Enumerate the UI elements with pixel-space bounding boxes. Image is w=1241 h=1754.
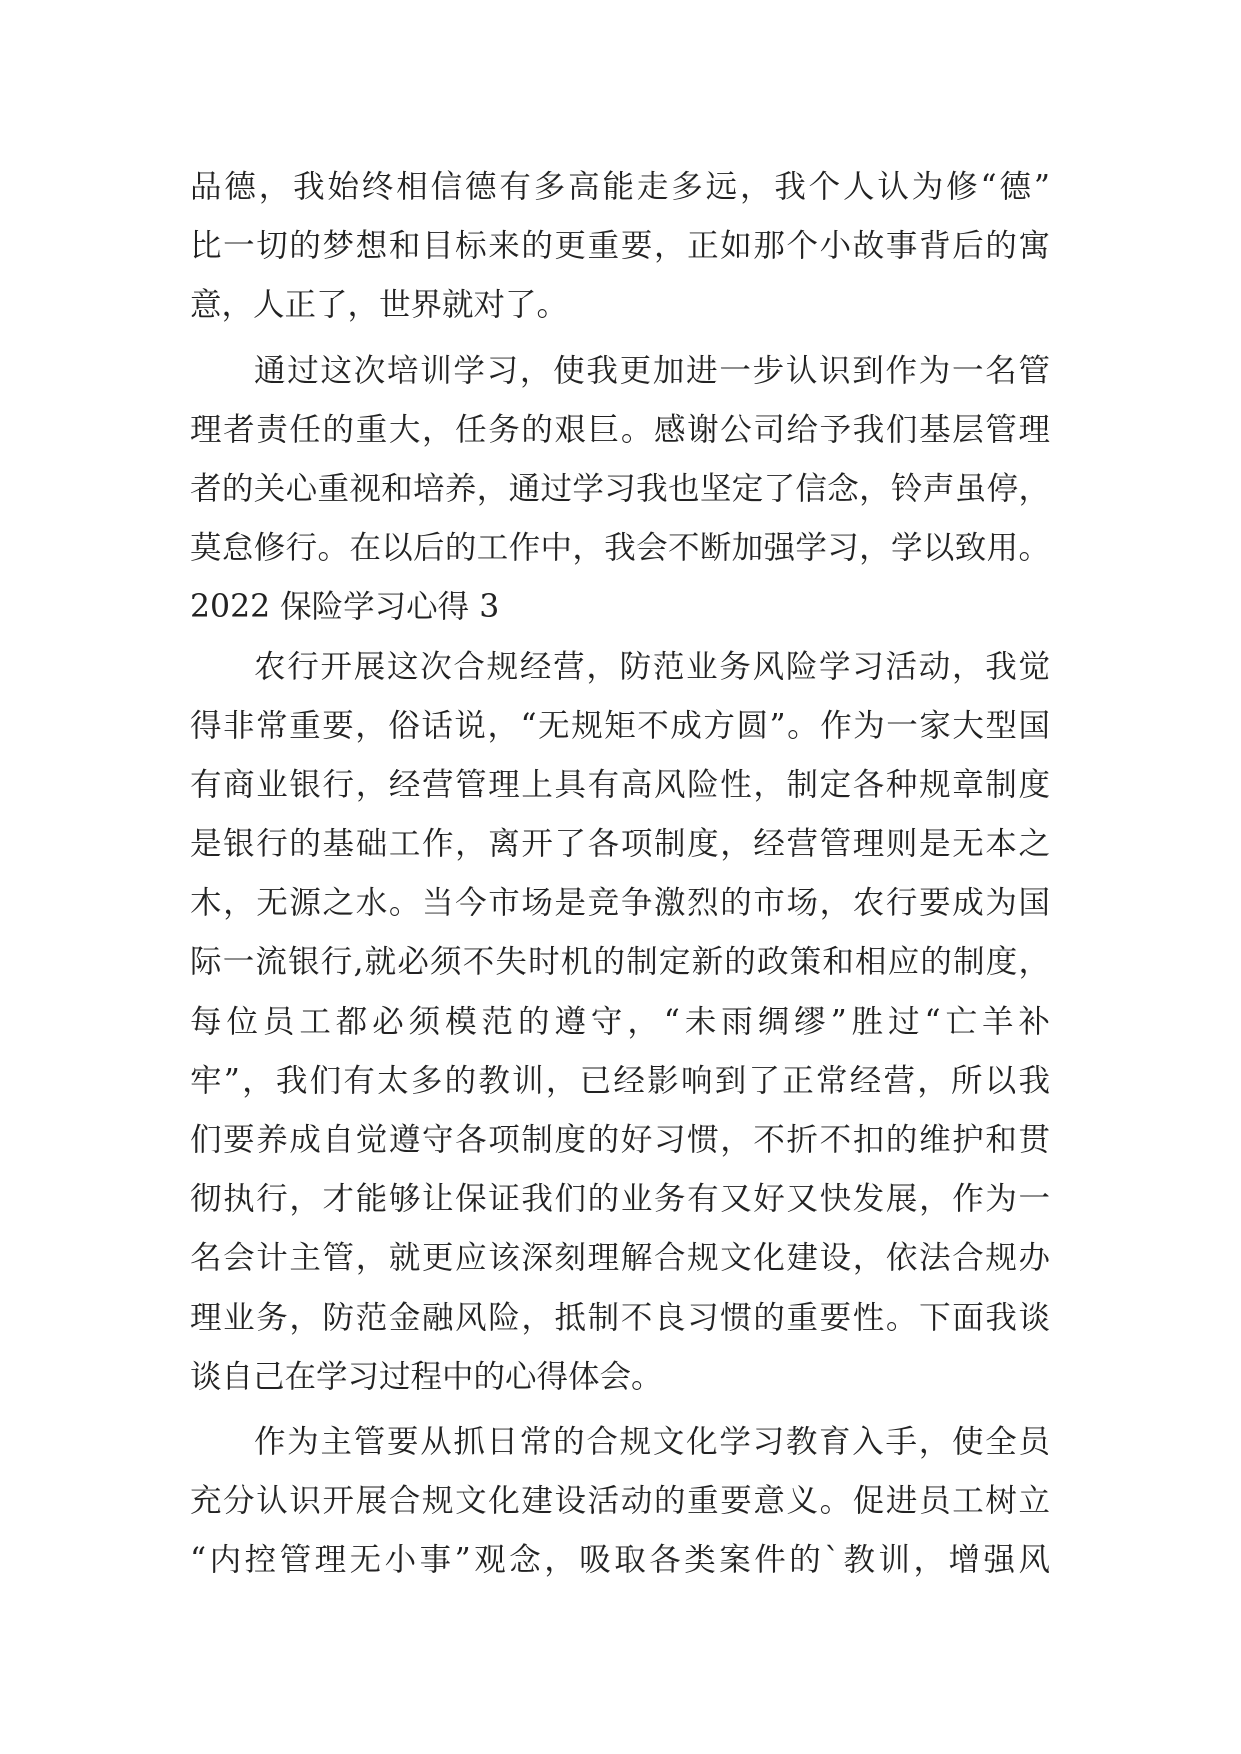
- paragraph-line: 通过这次培训学习，使我更加进一步认识到作为一名管: [254, 352, 1050, 389]
- paragraph-line: 者的关心重视和培养，通过学习我也坚定了信念，铃声虽停，: [190, 470, 1050, 507]
- paragraph-line: 谈自己在学习过程中的心得体会。: [190, 1358, 663, 1395]
- paragraph-2: [190, 342, 1050, 579]
- paragraph-line: 彻执行，才能够让保证我们的业务有又好又快发展，作为一: [190, 1181, 1050, 1218]
- paragraph-line: 品德，我始终相信德有多高能走多远，我个人认为修“德”: [190, 169, 1050, 205]
- paragraph-line: 名会计主管，就更应该深刻理解合规文化建设，依法合规办: [190, 1240, 1050, 1277]
- paragraph-line: 际一流银行,就必须不失时机的制定新的政策和相应的制度，: [190, 944, 1050, 981]
- paragraph-4: [190, 1413, 1050, 1591]
- paragraph-3: [190, 638, 1050, 1407]
- paragraph-1: [190, 158, 1050, 336]
- paragraph-line: 理者责任的重大，任务的艰巨。感谢公司给予我们基层管理: [190, 411, 1050, 448]
- paragraph-line: 牢”，我们有太多的教训，已经影响到了正常经营，所以我: [190, 1062, 1050, 1099]
- paragraph-line: 是银行的基础工作，离开了各项制度，经营管理则是无本之: [190, 826, 1050, 863]
- paragraph-line: 得非常重要，俗话说，“无规矩不成方圆”。作为一家大型国: [190, 707, 1050, 744]
- paragraph-line: 比一切的梦想和目标来的更重要，正如那个小故事背后的寓: [190, 228, 1050, 265]
- paragraph-line: 们要养成自觉遵守各项制度的好习惯，不折不扣的维护和贯: [190, 1122, 1050, 1158]
- paragraph-line: 充分认识开展合规文化建设活动的重要意义。促进员工树立: [190, 1483, 1050, 1520]
- paragraph-line: 作为主管要从抓日常的合规文化学习教育入手，使全员: [254, 1423, 1050, 1460]
- paragraph-line: 农行开展这次合规经营，防范业务风险学习活动，我觉: [254, 648, 1050, 685]
- paragraph-line: 意，人正了，世界就对了。: [190, 287, 569, 324]
- document-body: [190, 158, 1050, 1591]
- paragraph-line: 木，无源之水。当今市场是竞争激烈的市场，农行要成为国: [190, 885, 1050, 922]
- paragraph-line: 理业务，防范金融风险，抵制不良习惯的重要性。下面我谈: [190, 1299, 1050, 1336]
- paragraph-line: 有商业银行，经营管理上具有高风险性，制定各种规章制度: [190, 766, 1050, 803]
- section-heading: 2022 保险学习心得 3: [190, 589, 500, 626]
- paragraph-line: 莫怠修行。在以后的工作中，我会不断加强学习，学以致用。: [190, 530, 1050, 567]
- paragraph-line: “内控管理无小事”观念，吸取各类案件的`教训，增强风: [190, 1542, 1050, 1579]
- paragraph-line: 每位员工都必须模范的遵守，“未雨绸缪”胜过“亡羊补: [190, 1003, 1050, 1040]
